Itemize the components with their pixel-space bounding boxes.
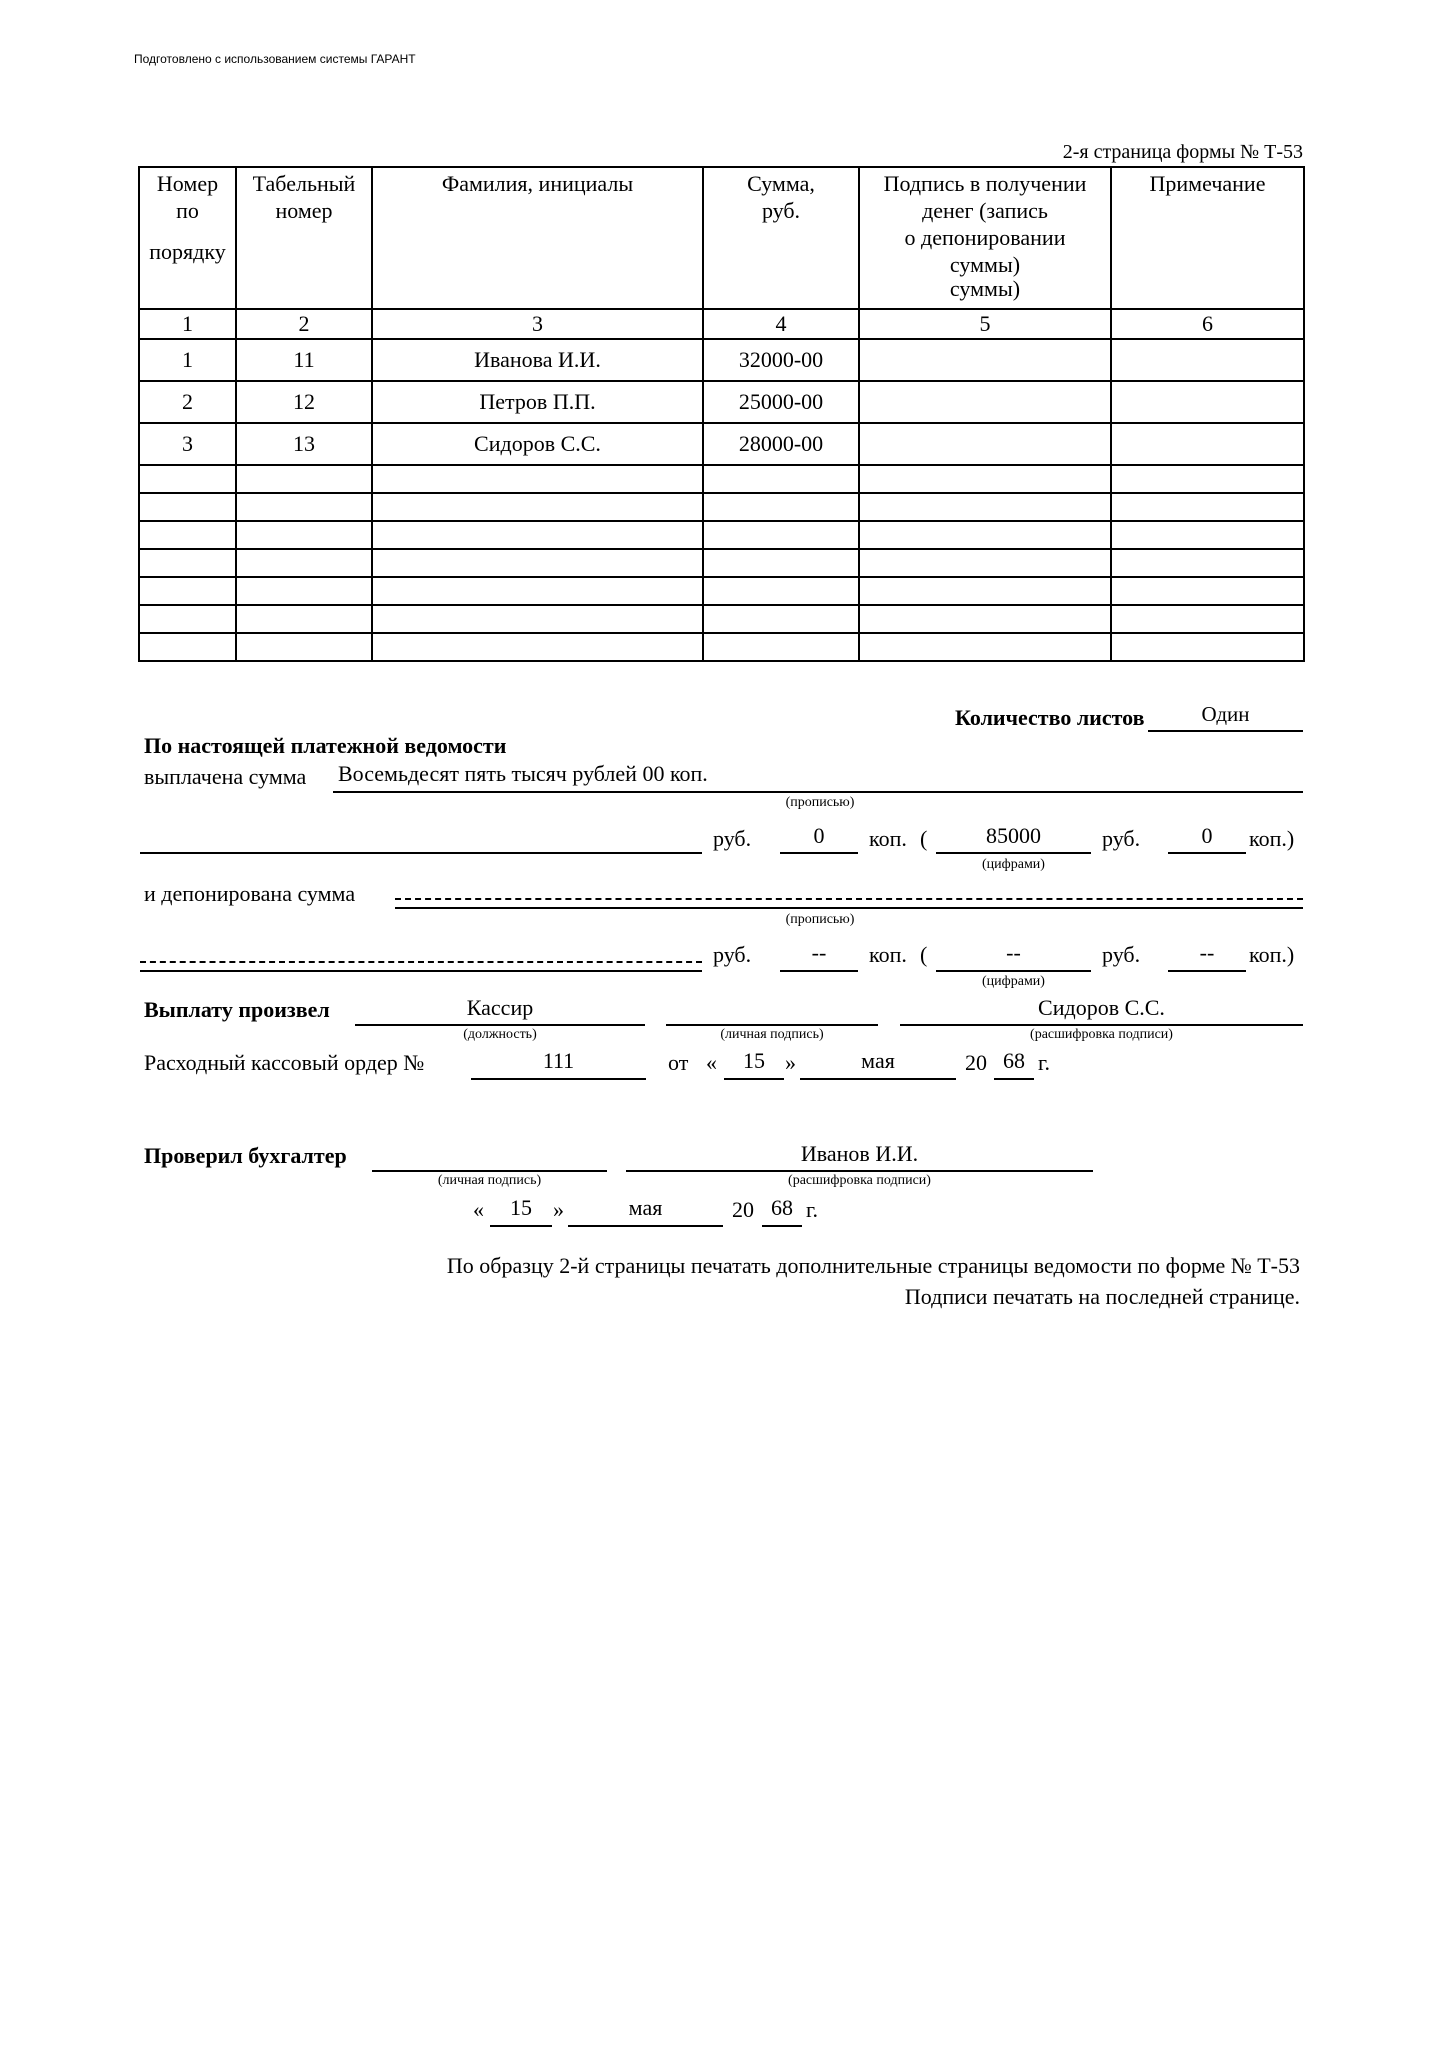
empty-cell bbox=[1111, 549, 1304, 577]
table-cell: 3 bbox=[139, 423, 236, 465]
dep-kop-line bbox=[780, 970, 858, 972]
table-cell: Иванова И.И. bbox=[372, 339, 703, 381]
header-cell: Номер по порядку bbox=[139, 167, 236, 309]
order-number: 111 bbox=[542, 1048, 575, 1073]
payout-signature-line bbox=[666, 1024, 878, 1026]
deposited-dashes bbox=[395, 898, 1303, 900]
words-caption: (прописью) bbox=[785, 795, 855, 810]
table-cell bbox=[1111, 381, 1304, 423]
payout-position: Кассир bbox=[466, 995, 534, 1020]
empty-row bbox=[139, 465, 1304, 493]
order-month: мая bbox=[861, 1048, 895, 1073]
header-cell: Примечание bbox=[1111, 167, 1304, 309]
empty-cell bbox=[372, 549, 703, 577]
header-cell: Сумма, руб. bbox=[703, 167, 859, 309]
paid-kop: 0 bbox=[813, 823, 825, 848]
empty-cell bbox=[139, 577, 236, 605]
header-note: Подготовлено с использованием системы ГАРАНТ bbox=[134, 52, 416, 66]
accountant-label: Проверил бухгалтер bbox=[144, 1143, 347, 1168]
column-number: 3 bbox=[372, 309, 703, 339]
order-from: от bbox=[668, 1050, 689, 1075]
order-label: Расходный кассовый ордер № bbox=[144, 1050, 425, 1075]
dep-kop-digits-line bbox=[1168, 970, 1246, 972]
payout-decode-line bbox=[900, 1024, 1303, 1026]
order-quote-close: » bbox=[785, 1050, 796, 1075]
order-day: 15 bbox=[743, 1048, 765, 1073]
table-cell: 12 bbox=[236, 381, 372, 423]
kop-close-label: коп.) bbox=[1249, 826, 1295, 851]
accountant-decode-line bbox=[626, 1170, 1093, 1172]
payroll-title: По настоящей платежной ведомости bbox=[144, 733, 507, 758]
position-line bbox=[355, 1024, 645, 1026]
empty-cell bbox=[139, 493, 236, 521]
header-cell: Подпись в получении денег (запись о депонировании суммы) суммы) bbox=[859, 167, 1111, 309]
empty-row bbox=[139, 493, 1304, 521]
open-paren-2: ( bbox=[920, 942, 928, 967]
accountant-decode-caption: (расшифровка подписи) bbox=[788, 1173, 931, 1188]
empty-cell bbox=[859, 465, 1111, 493]
deposited-line bbox=[395, 907, 1303, 909]
digits-caption-2: (цифрами) bbox=[982, 974, 1045, 989]
table-header-row bbox=[139, 167, 1304, 309]
dep-kop-digits: -- bbox=[1199, 940, 1215, 965]
table-row bbox=[139, 423, 1304, 465]
open-paren: ( bbox=[920, 826, 928, 851]
order-number-line bbox=[471, 1078, 646, 1080]
accountant-day-line bbox=[490, 1225, 552, 1227]
column-number: 2 bbox=[236, 309, 372, 339]
table-cell: 11 bbox=[236, 339, 372, 381]
header-cell: Табельный номер bbox=[236, 167, 372, 309]
accountant-decode: Иванов И.И. bbox=[800, 1141, 919, 1166]
paid-words-line-2 bbox=[140, 852, 702, 854]
order-quote-open: « bbox=[706, 1050, 717, 1075]
payout-label: Выплату произвел bbox=[144, 997, 330, 1022]
payout-decode-caption: (расшифровка подписи) bbox=[1030, 1027, 1173, 1042]
sheets-underline bbox=[1148, 730, 1303, 732]
empty-cell bbox=[1111, 605, 1304, 633]
empty-cell bbox=[372, 493, 703, 521]
accountant-quote-close: » bbox=[553, 1197, 564, 1222]
empty-cell bbox=[372, 633, 703, 661]
payroll-table bbox=[138, 166, 1305, 662]
table-row bbox=[139, 381, 1304, 423]
empty-row bbox=[139, 633, 1304, 661]
accountant-year-prefix: 20 bbox=[732, 1197, 754, 1222]
empty-cell bbox=[139, 605, 236, 633]
sheets-value: Один bbox=[1201, 702, 1250, 726]
table-cell: Петров П.П. bbox=[372, 381, 703, 423]
paid-kop-digits: 0 bbox=[1201, 823, 1213, 848]
empty-row bbox=[139, 605, 1304, 633]
table-cell: 1 bbox=[139, 339, 236, 381]
empty-row bbox=[139, 549, 1304, 577]
accountant-month: мая bbox=[628, 1195, 663, 1220]
order-day-line bbox=[724, 1078, 784, 1080]
table-cell bbox=[859, 423, 1111, 465]
paid-words-line bbox=[333, 791, 1303, 793]
empty-cell bbox=[703, 549, 859, 577]
empty-cell bbox=[236, 549, 372, 577]
payout-signature-caption: (личная подпись) bbox=[720, 1027, 824, 1042]
kop-label: коп. bbox=[869, 826, 907, 851]
empty-cell bbox=[1111, 633, 1304, 661]
column-number: 4 bbox=[703, 309, 859, 339]
rub-label-4: руб. bbox=[1102, 942, 1141, 967]
empty-cell bbox=[372, 465, 703, 493]
empty-row bbox=[139, 577, 1304, 605]
table-cell: 13 bbox=[236, 423, 372, 465]
empty-cell bbox=[372, 577, 703, 605]
column-number: 5 bbox=[859, 309, 1111, 339]
words-caption-2: (прописью) bbox=[785, 912, 855, 927]
kop-digits-line bbox=[1168, 852, 1246, 854]
accountant-year-line bbox=[762, 1225, 802, 1227]
empty-cell bbox=[859, 633, 1111, 661]
column-number: 1 bbox=[139, 309, 236, 339]
empty-cell bbox=[1111, 521, 1304, 549]
order-year-suffix: г. bbox=[1038, 1050, 1051, 1075]
footer-note-2: Подписи печатать на последней странице. bbox=[904, 1284, 1300, 1309]
table-cell bbox=[859, 339, 1111, 381]
header-cell: Фамилия, инициалы bbox=[372, 167, 703, 309]
deposited-dashes-2 bbox=[140, 961, 702, 963]
empty-cell bbox=[236, 633, 372, 661]
accountant-year: 68 bbox=[771, 1195, 793, 1220]
page-label: 2-я страница формы № Т-53 bbox=[1062, 141, 1303, 163]
accountant-day: 15 bbox=[510, 1195, 532, 1220]
position-caption: (должность) bbox=[463, 1027, 537, 1042]
empty-cell bbox=[703, 633, 859, 661]
accountant-signature-line bbox=[372, 1170, 607, 1172]
empty-cell bbox=[139, 633, 236, 661]
empty-cell bbox=[703, 493, 859, 521]
accountant-month-line bbox=[568, 1225, 723, 1227]
kop-close-label-2: коп.) bbox=[1249, 942, 1295, 967]
table-cell bbox=[1111, 423, 1304, 465]
table-cell: 2 bbox=[139, 381, 236, 423]
empty-cell bbox=[236, 521, 372, 549]
table-cell bbox=[1111, 339, 1304, 381]
paid-words: Восемьдесят пять тысяч рублей 00 коп. bbox=[338, 761, 708, 786]
empty-cell bbox=[236, 465, 372, 493]
empty-cell bbox=[372, 605, 703, 633]
dep-rub-digits: -- bbox=[1006, 940, 1021, 965]
empty-cell bbox=[139, 465, 236, 493]
digits-caption: (цифрами) bbox=[982, 857, 1045, 872]
table-cell: 25000-00 bbox=[703, 381, 859, 423]
sheets-label: Количество листов bbox=[955, 705, 1145, 730]
paid-rub-digits: 85000 bbox=[986, 823, 1041, 848]
order-month-line bbox=[800, 1078, 956, 1080]
empty-cell bbox=[859, 605, 1111, 633]
kop-line bbox=[780, 852, 858, 854]
rub-label-2: руб. bbox=[1102, 826, 1141, 851]
column-number-row bbox=[139, 309, 1304, 339]
empty-cell bbox=[236, 577, 372, 605]
table-body bbox=[139, 309, 1304, 661]
empty-cell bbox=[859, 521, 1111, 549]
column-number: 6 bbox=[1111, 309, 1304, 339]
kop-label-2: коп. bbox=[869, 942, 907, 967]
accountant-signature-caption: (личная подпись) bbox=[437, 1173, 542, 1188]
empty-cell bbox=[1111, 577, 1304, 605]
rub-label-3: руб. bbox=[713, 942, 752, 967]
empty-row bbox=[139, 521, 1304, 549]
table-cell bbox=[859, 381, 1111, 423]
order-year-prefix: 20 bbox=[965, 1050, 987, 1075]
empty-cell bbox=[859, 577, 1111, 605]
rub-digits-line bbox=[936, 852, 1091, 854]
empty-cell bbox=[859, 549, 1111, 577]
deposited-label: и депонирована сумма bbox=[144, 881, 356, 906]
empty-cell bbox=[236, 493, 372, 521]
empty-cell bbox=[1111, 465, 1304, 493]
empty-cell bbox=[139, 549, 236, 577]
deposited-line-2 bbox=[140, 970, 702, 972]
order-year: 68 bbox=[1003, 1048, 1025, 1073]
rub-label: руб. bbox=[713, 826, 752, 851]
footer-note-1: По образцу 2-й страницы печатать дополнительные страницы ведомости по форме № Т-53 bbox=[446, 1253, 1300, 1278]
empty-cell bbox=[703, 577, 859, 605]
paid-label: выплачена сумма bbox=[144, 764, 307, 789]
accountant-year-suffix: г. bbox=[806, 1197, 819, 1222]
empty-cell bbox=[703, 605, 859, 633]
empty-cell bbox=[372, 521, 703, 549]
table-cell: Сидоров С.С. bbox=[372, 423, 703, 465]
empty-cell bbox=[703, 521, 859, 549]
dep-kop: -- bbox=[811, 940, 827, 965]
empty-cell bbox=[236, 605, 372, 633]
table-cell: 28000-00 bbox=[703, 423, 859, 465]
empty-cell bbox=[703, 465, 859, 493]
payout-decode: Сидоров С.С. bbox=[1038, 995, 1165, 1020]
order-year-line bbox=[994, 1078, 1034, 1080]
empty-cell bbox=[139, 521, 236, 549]
empty-cell bbox=[1111, 493, 1304, 521]
table-row bbox=[139, 339, 1304, 381]
dep-rub-digits-line bbox=[936, 970, 1091, 972]
accountant-quote-open: « bbox=[473, 1197, 484, 1222]
table-cell: 32000-00 bbox=[703, 339, 859, 381]
empty-cell bbox=[859, 493, 1111, 521]
